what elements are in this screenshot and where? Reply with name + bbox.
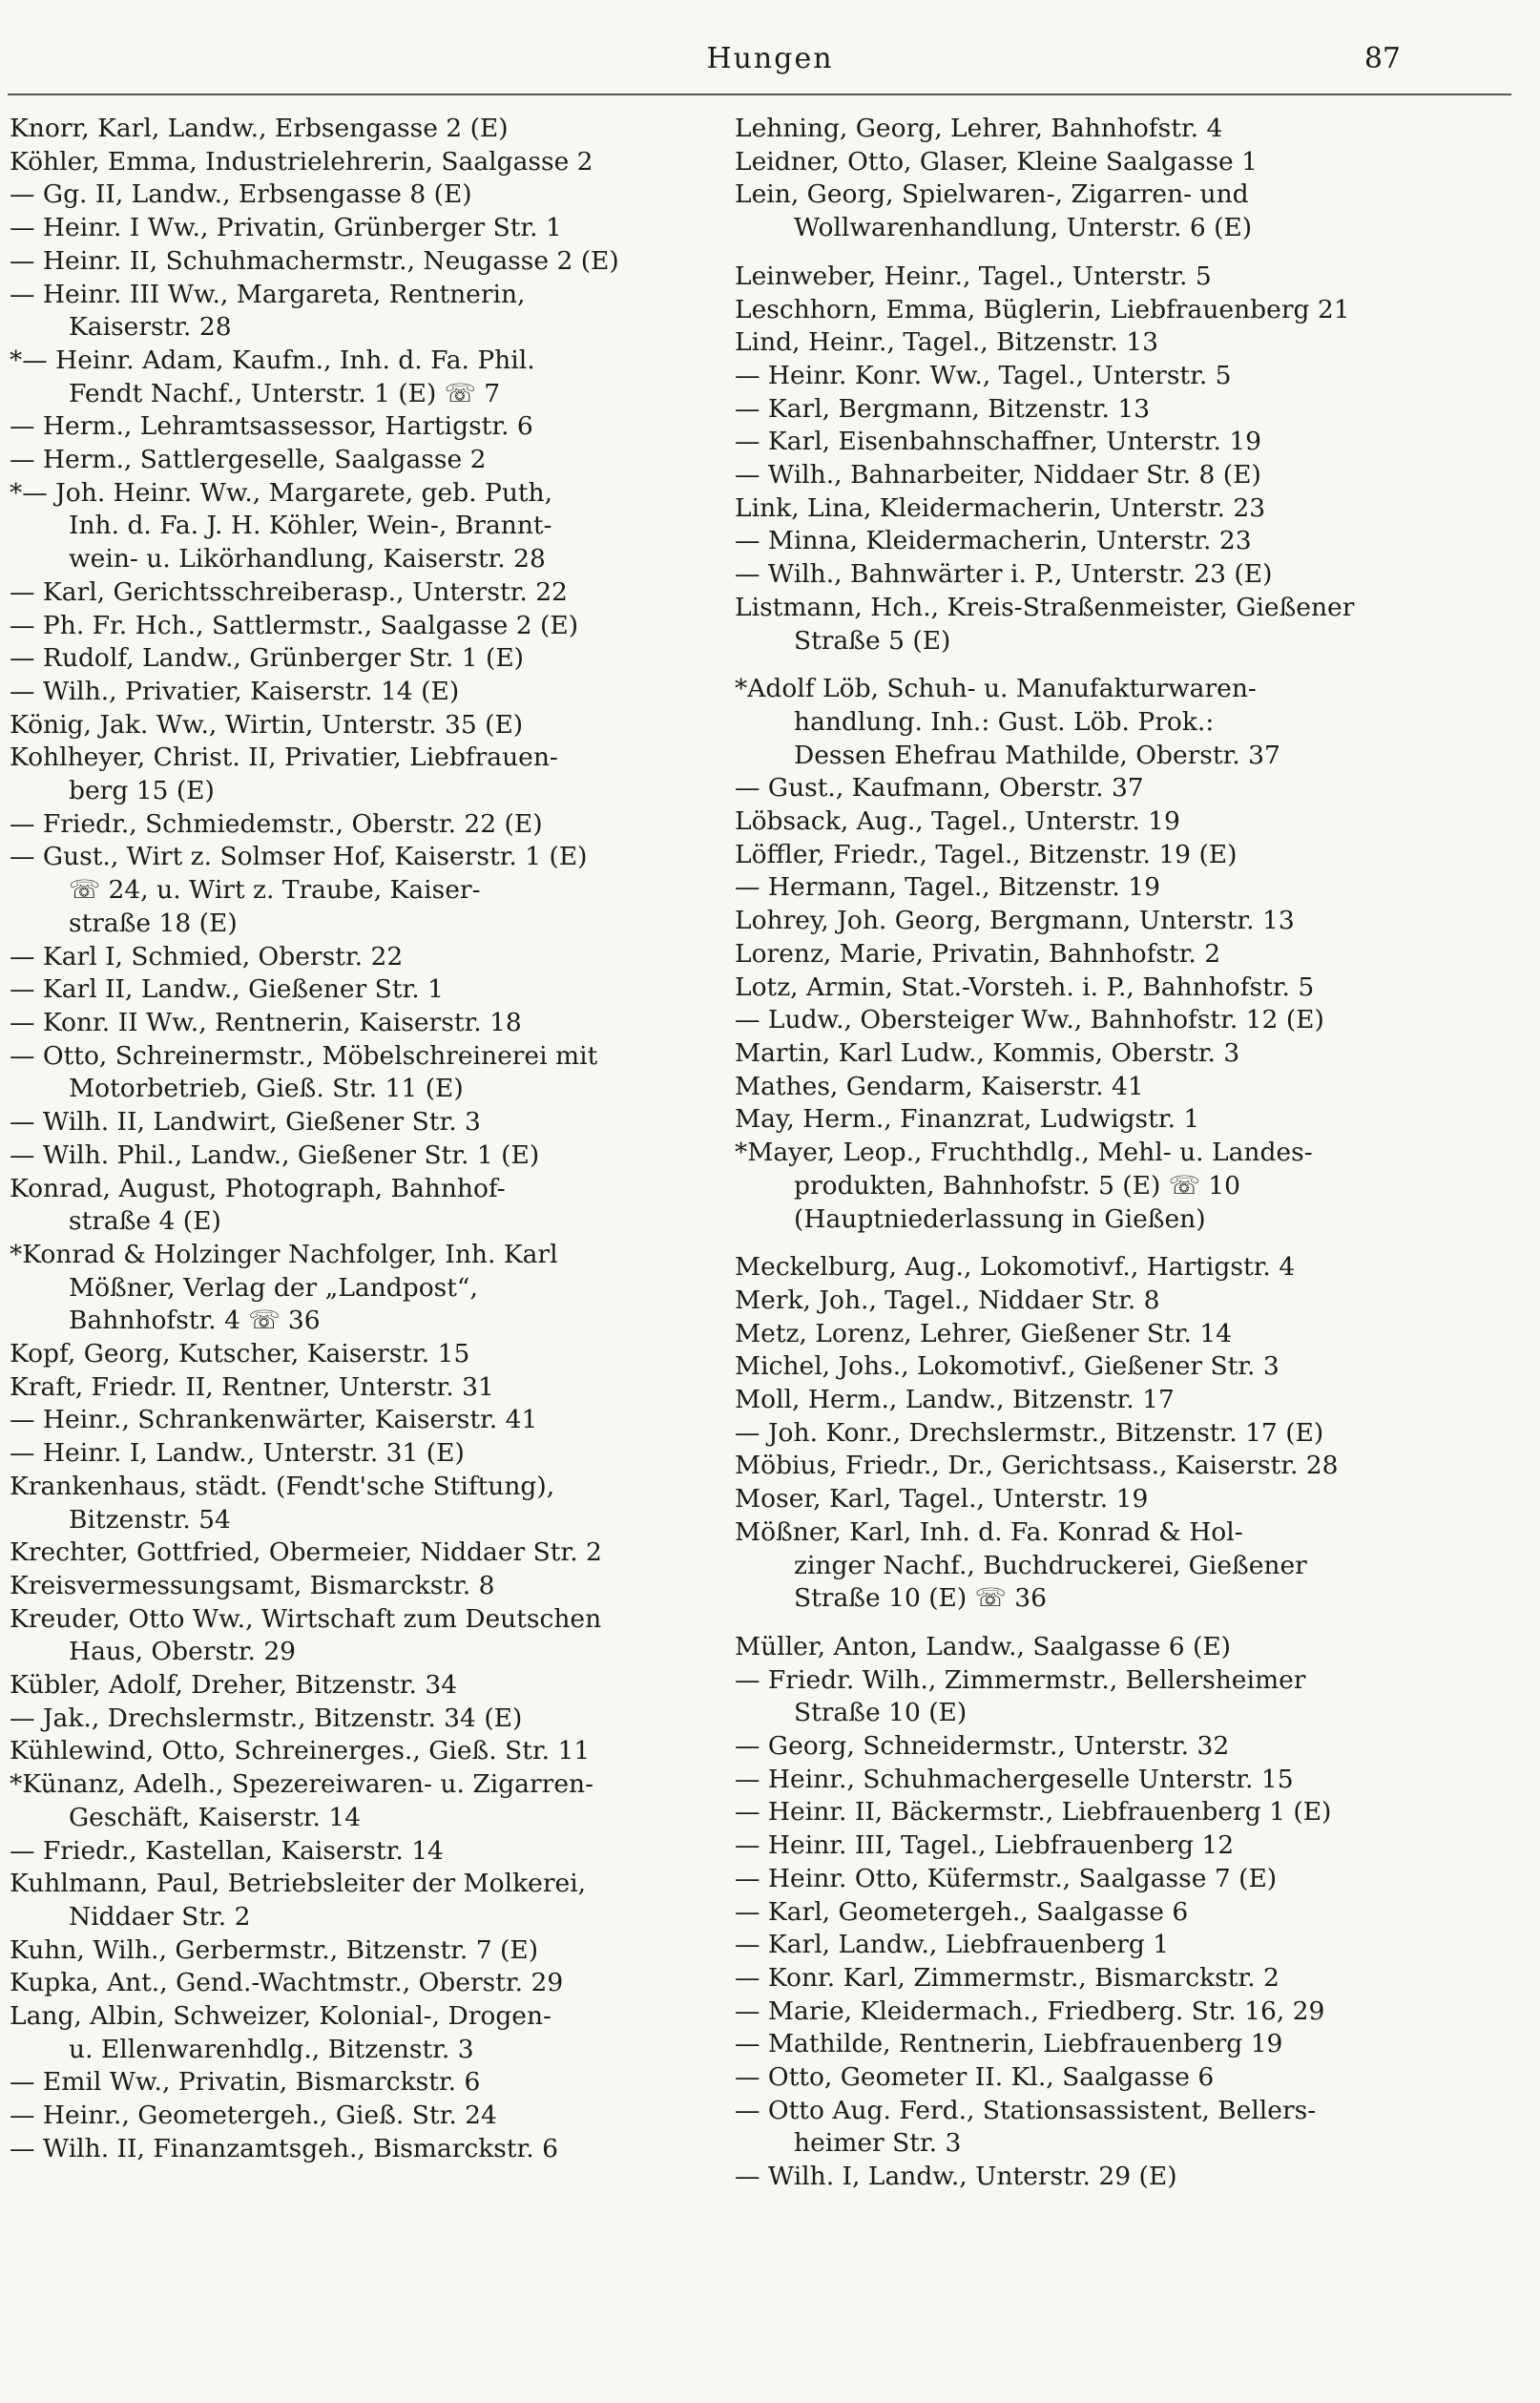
entry-line: *Konrad & Holzinger Nachfolger, Inh. Karl bbox=[10, 1239, 558, 1269]
entry-continuation: Wollwarenhandlung, Unterstr. 6 (E) bbox=[794, 213, 1253, 243]
entry-line: Krechter, Gottfried, Obermeier, Niddaer Str. 2 bbox=[10, 1537, 602, 1568]
directory-entry bbox=[10, 212, 693, 245]
directory-entry bbox=[735, 326, 1414, 360]
directory-entry bbox=[735, 1103, 1414, 1137]
entry-line: — Heinr. II, Bäckermstr., Liebfrauenberg 1 (E) bbox=[735, 1797, 1332, 1828]
directory-entry bbox=[10, 1338, 693, 1371]
header-rule bbox=[8, 94, 1511, 95]
entry-line: Krankenhaus, städt. (Fendt'sche Stiftung), bbox=[10, 1471, 555, 1501]
entry-line: Listmann, Hch., Kreis-Straßenmeister, Gießener bbox=[735, 592, 1355, 622]
entry-line: — Wilh. II, Landwirt, Gießener Str. 3 bbox=[10, 1107, 481, 1138]
entry-line: Kübler, Adolf, Dreher, Bitzenstr. 34 bbox=[10, 1670, 458, 1701]
entry-continuation: berg 15 (E) bbox=[69, 776, 215, 806]
directory-entry bbox=[735, 426, 1414, 459]
directory-entry bbox=[735, 2028, 1414, 2061]
entry-line: May, Herm., Finanzrat, Ludwigstr. 1 bbox=[735, 1104, 1200, 1135]
directory-entry bbox=[10, 973, 693, 1007]
entry-line: — Konr. Karl, Zimmermstr., Bismarckstr. 2 bbox=[735, 1962, 1280, 1993]
directory-entry bbox=[735, 1829, 1414, 1863]
entry-line: Mathes, Gendarm, Kaiserstr. 41 bbox=[735, 1071, 1144, 1101]
entry-line: — Marie, Kleidermach., Friedberg. Str. 16, 29 bbox=[735, 1996, 1325, 2026]
directory-entry bbox=[735, 1318, 1414, 1351]
entry-continuation: heimer Str. 3 bbox=[794, 2128, 962, 2159]
entry-line: — Heinr. Konr. Ww., Tagel., Unterstr. 5 bbox=[735, 360, 1232, 390]
directory-entry bbox=[10, 410, 693, 444]
directory-entry bbox=[735, 1071, 1414, 1104]
entry-line: — Karl, Geometergeh., Saalgasse 6 bbox=[735, 1896, 1189, 1927]
directory-entry bbox=[735, 905, 1414, 938]
entry-line: Lehning, Georg, Lehrer, Bahnhofstr. 4 bbox=[735, 114, 1223, 143]
directory-entry bbox=[735, 1285, 1414, 1318]
directory-entry bbox=[735, 146, 1414, 179]
directory-entry bbox=[10, 2100, 693, 2133]
entry-line: — Friedr., Schmiedemstr., Oberstr. 22 (E) bbox=[10, 808, 543, 839]
left-column bbox=[10, 113, 693, 2166]
directory-entry bbox=[10, 1536, 693, 1570]
directory-entry bbox=[10, 1437, 693, 1471]
directory-entry bbox=[10, 1768, 693, 1834]
entry-line: Kreuder, Otto Ww., Wirtschaft zum Deutschen bbox=[10, 1603, 602, 1634]
entry-line: Kuhn, Wilh., Gerbermstr., Bitzenstr. 7 (E) bbox=[10, 1934, 539, 1965]
entry-line: Leschhorn, Emma, Büglerin, Liebfrauenberg 21 bbox=[735, 294, 1350, 324]
directory-entry bbox=[735, 772, 1414, 805]
directory-entry bbox=[10, 1934, 693, 1968]
entry-line: Lang, Albin, Schweizer, Kolonial-, Drogen- bbox=[10, 2001, 552, 2032]
directory-entry bbox=[735, 558, 1414, 592]
directory-entry bbox=[735, 525, 1414, 558]
entry-line: — Gg. II, Landw., Erbsengasse 8 (E) bbox=[10, 179, 472, 210]
entry-continuation: Dessen Ehefrau Mathilde, Oberstr. 37 bbox=[794, 740, 1280, 770]
entry-line: — Heinr. III Ww., Margareta, Rentnerin, bbox=[10, 279, 526, 309]
directory-entry bbox=[735, 1450, 1414, 1483]
entry-line: — Wilh. Phil., Landw., Gießener Str. 1 (E) bbox=[10, 1139, 540, 1170]
entry-line: — Friedr. Wilh., Zimmermstr., Bellersheimer bbox=[735, 1664, 1306, 1695]
entry-line: — Karl I, Schmied, Oberstr. 22 bbox=[10, 941, 404, 972]
directory-entry bbox=[735, 1764, 1414, 1797]
directory-entry bbox=[10, 345, 693, 410]
directory-entry bbox=[10, 444, 693, 477]
directory-entry bbox=[735, 492, 1414, 526]
entry-line: — Heinr. I Ww., Privatin, Grünberger Str. 1 bbox=[10, 213, 562, 243]
directory-entry bbox=[735, 871, 1414, 905]
page-header bbox=[0, 42, 1540, 80]
directory-entry bbox=[735, 673, 1414, 772]
entry-line: — Karl, Bergmann, Bitzenstr. 13 bbox=[735, 393, 1151, 424]
entry-line: König, Jak. Ww., Wirtin, Unterstr. 35 (E) bbox=[10, 709, 524, 740]
directory-entry bbox=[10, 1007, 693, 1040]
directory-entry bbox=[735, 1137, 1414, 1236]
directory-entry bbox=[10, 1868, 693, 1933]
directory-entry bbox=[735, 1631, 1414, 1664]
directory-entry bbox=[10, 742, 693, 807]
directory-entry bbox=[10, 1404, 693, 1437]
entry-continuation: Bitzenstr. 54 bbox=[69, 1504, 231, 1535]
entry-line: — Wilh., Bahnwärter i. P., Unterstr. 23 (E) bbox=[735, 559, 1273, 590]
entry-line: — Otto, Geometer II. Kl., Saalgasse 6 bbox=[735, 2062, 1215, 2093]
entry-line: — Emil Ww., Privatin, Bismarckstr. 6 bbox=[10, 2067, 481, 2098]
entry-line: — Hermann, Tagel., Bitzenstr. 19 bbox=[735, 872, 1160, 903]
directory-entry bbox=[10, 1106, 693, 1139]
entry-line: — Heinr., Schrankenwärter, Kaiserstr. 41 bbox=[10, 1405, 538, 1435]
directory-entry bbox=[735, 1996, 1414, 2029]
entry-continuation: produkten, Bahnhofstr. 5 (E) ☏ 10 bbox=[794, 1170, 1241, 1201]
entry-line: Lind, Heinr., Tagel., Bitzenstr. 13 bbox=[735, 327, 1159, 358]
entry-continuation: Fendt Nachf., Unterstr. 1 (E) ☏ 7 bbox=[69, 378, 501, 408]
directory-entry bbox=[735, 294, 1414, 327]
entry-line: Michel, Johs., Lokomotivf., Gießener Str. 3 bbox=[735, 1351, 1280, 1382]
directory-entry bbox=[10, 709, 693, 742]
directory-entry bbox=[735, 393, 1414, 427]
directory-entry bbox=[735, 1896, 1414, 1930]
entry-line: — Joh. Konr., Drechslermstr., Bitzenstr. 17 (E) bbox=[735, 1417, 1324, 1448]
directory-entry bbox=[735, 1796, 1414, 1829]
entry-line: — Otto, Schreinermstr., Möbelschreinerei mit bbox=[10, 1040, 598, 1071]
entry-line: *— Joh. Heinr. Ww., Margarete, geb. Puth, bbox=[10, 477, 553, 508]
entry-continuation: u. Ellenwarenhdlg., Bitzenstr. 3 bbox=[69, 2034, 474, 2064]
entry-continuation: Geschäft, Kaiserstr. 14 bbox=[69, 1802, 362, 1832]
directory-entry bbox=[10, 279, 693, 345]
entry-continuation: Kaiserstr. 28 bbox=[69, 312, 232, 343]
entry-line: *— Heinr. Adam, Kaufm., Inh. d. Fa. Phil. bbox=[10, 345, 535, 375]
entry-line: — Heinr. III, Tagel., Liebfrauenberg 12 bbox=[735, 1830, 1235, 1861]
entry-line: — Karl, Eisenbahnschaffner, Unterstr. 19 bbox=[735, 427, 1262, 457]
entry-continuation: (Hauptniederlassung in Gießen) bbox=[794, 1203, 1206, 1234]
entry-line: — Heinr., Geometergeh., Gieß. Str. 24 bbox=[10, 2100, 497, 2131]
directory-entry bbox=[735, 1863, 1414, 1896]
entry-line: Kopf, Georg, Kutscher, Kaiserstr. 15 bbox=[10, 1339, 470, 1369]
directory-entry bbox=[10, 1735, 693, 1768]
entry-continuation: wein- u. Likörhandlung, Kaiserstr. 28 bbox=[69, 544, 546, 575]
directory-entry bbox=[10, 477, 693, 576]
directory-entry bbox=[10, 1570, 693, 1603]
directory-entry bbox=[735, 1929, 1414, 1962]
directory-entry bbox=[735, 972, 1414, 1005]
entry-line: — Heinr. Otto, Küfermstr., Saalgasse 7 (E) bbox=[735, 1863, 1278, 1893]
entry-continuation: Haus, Oberstr. 29 bbox=[69, 1637, 297, 1667]
directory-entry bbox=[10, 1040, 693, 1106]
entry-line: — Heinr. I, Landw., Unterstr. 31 (E) bbox=[10, 1438, 465, 1469]
entry-line: Kraft, Friedr. II, Rentner, Unterstr. 31 bbox=[10, 1371, 494, 1402]
entry-continuation: Motorbetrieb, Gieß. Str. 11 (E) bbox=[69, 1074, 464, 1104]
running-head-town: Hungen bbox=[706, 42, 834, 75]
entry-line: — Herm., Lehramtsassessor, Hartigstr. 6 bbox=[10, 411, 533, 442]
directory-entry bbox=[10, 113, 693, 146]
directory-entry bbox=[735, 360, 1414, 393]
entry-line: Löbsack, Aug., Tagel., Unterstr. 19 bbox=[735, 806, 1180, 837]
entry-line: Konrad, August, Photograph, Bahnhof- bbox=[10, 1173, 506, 1203]
entry-line: Knorr, Karl, Landw., Erbsengasse 2 (E) bbox=[10, 114, 509, 143]
directory-entry bbox=[735, 1037, 1414, 1071]
directory-entry bbox=[735, 2161, 1414, 2194]
entry-continuation: zinger Nachf., Buchdruckerei, Gießener bbox=[794, 1550, 1307, 1580]
entry-line: *Künanz, Adelh., Spezereiwaren- u. Zigarren- bbox=[10, 1769, 594, 1800]
page-number: 87 bbox=[1363, 42, 1401, 75]
entry-line: — Gust., Kaufmann, Oberstr. 37 bbox=[735, 773, 1144, 804]
entry-line: Moll, Herm., Landw., Bitzenstr. 17 bbox=[735, 1385, 1175, 1415]
directory-entry bbox=[735, 1384, 1414, 1417]
directory-entry bbox=[10, 642, 693, 676]
entry-line: — Minna, Kleidermacherin, Unterstr. 23 bbox=[735, 526, 1252, 556]
entry-continuation: ☏ 24, u. Wirt z. Traube, Kaiser- bbox=[69, 875, 481, 906]
directory-entry bbox=[735, 1962, 1414, 1996]
entry-line: Müller, Anton, Landw., Saalgasse 6 (E) bbox=[735, 1631, 1231, 1661]
entry-line: — Mathilde, Rentnerin, Liebfrauenberg 19 bbox=[735, 2029, 1283, 2059]
directory-entry bbox=[735, 178, 1414, 244]
entry-line: — Konr. II Ww., Rentnerin, Kaiserstr. 18 bbox=[10, 1007, 522, 1037]
directory-entry bbox=[735, 1251, 1414, 1285]
directory-entry bbox=[735, 1350, 1414, 1384]
directory-entry bbox=[10, 1471, 693, 1536]
entry-line: Moser, Karl, Tagel., Unterstr. 19 bbox=[735, 1484, 1149, 1515]
entry-continuation: Mößner, Verlag der „Landpost“, bbox=[69, 1272, 478, 1303]
directory-entry bbox=[10, 245, 693, 279]
directory-entry bbox=[10, 2133, 693, 2166]
entry-line: Martin, Karl Ludw., Kommis, Oberstr. 3 bbox=[735, 1037, 1240, 1068]
entry-line: — Wilh., Bahnarbeiter, Niddaer Str. 8 (E) bbox=[735, 460, 1261, 491]
entry-line: Meckelburg, Aug., Lokomotivf., Hartigstr. 4 bbox=[735, 1252, 1296, 1283]
entry-continuation: Bahnhofstr. 4 ☏ 36 bbox=[69, 1306, 321, 1336]
directory-entry bbox=[735, 459, 1414, 492]
directory-entry bbox=[10, 1669, 693, 1703]
directory-entry bbox=[10, 1603, 693, 1669]
directory-entry bbox=[735, 938, 1414, 972]
directory-entry bbox=[10, 1139, 693, 1173]
entry-line: — Georg, Schneidermstr., Unterstr. 32 bbox=[735, 1731, 1230, 1762]
directory-entry bbox=[735, 1004, 1414, 1037]
entry-line: Mößner, Karl, Inh. d. Fa. Konrad & Hol- bbox=[735, 1516, 1243, 1547]
entry-line: Möbius, Friedr., Dr., Gerichtsass., Kaiserstr. 28 bbox=[735, 1451, 1339, 1481]
entry-line: Metz, Lorenz, Lehrer, Gießener Str. 14 bbox=[735, 1318, 1233, 1348]
entry-line: — Gust., Wirt z. Solmser Hof, Kaiserstr. 1 (E) bbox=[10, 842, 588, 872]
entry-line: Lohrey, Joh. Georg, Bergmann, Unterstr. 13 bbox=[735, 906, 1295, 936]
entry-line: Kohlheyer, Christ. II, Privatier, Liebfrauen- bbox=[10, 742, 558, 773]
directory-entry bbox=[10, 1173, 693, 1239]
entry-line: Leinweber, Heinr., Tagel., Unterstr. 5 bbox=[735, 261, 1212, 291]
directory-entry bbox=[735, 592, 1414, 658]
entry-line: Kupka, Ant., Gend.-Wachtmstr., Oberstr. 29 bbox=[10, 1968, 564, 1998]
directory-entry bbox=[735, 261, 1414, 294]
entry-line: Link, Lina, Kleidermacherin, Unterstr. 23 bbox=[735, 492, 1266, 523]
entry-line: Kreisvermessungsamt, Bismarckstr. 8 bbox=[10, 1570, 495, 1600]
entry-line: Lorenz, Marie, Privatin, Bahnhofstr. 2 bbox=[735, 938, 1221, 969]
entry-line: Kühlewind, Otto, Schreinerges., Gieß. Str. 11 bbox=[10, 1736, 591, 1766]
entry-line: — Karl, Gerichtsschreiberasp., Unterstr. 22 bbox=[10, 576, 568, 607]
directory-entry bbox=[10, 2000, 693, 2066]
entry-line: Merk, Joh., Tagel., Niddaer Str. 8 bbox=[735, 1285, 1160, 1315]
entry-line: Löffler, Friedr., Tagel., Bitzenstr. 19 (E) bbox=[735, 839, 1238, 869]
entry-line: — Ludw., Obersteiger Ww., Bahnhofstr. 12 (E) bbox=[735, 1005, 1324, 1035]
directory-entry bbox=[10, 841, 693, 940]
entry-line: — Rudolf, Landw., Grünberger Str. 1 (E) bbox=[10, 643, 525, 674]
entry-line: — Jak., Drechslermstr., Bitzenstr. 34 (E) bbox=[10, 1703, 523, 1733]
entry-line: — Wilh. II, Finanzamtsgeh., Bismarckstr. 6 bbox=[10, 2133, 559, 2163]
directory-entry bbox=[735, 2061, 1414, 2095]
directory-entry bbox=[10, 1967, 693, 2000]
entry-line: — Wilh. I, Landw., Unterstr. 29 (E) bbox=[735, 2162, 1177, 2192]
entry-line: *Mayer, Leop., Fruchthdlg., Mehl- u. Landes- bbox=[735, 1138, 1313, 1168]
directory-entry bbox=[735, 839, 1414, 872]
entry-line: Kuhlmann, Paul, Betriebsleiter der Molkerei, bbox=[10, 1869, 587, 1899]
directory-entry bbox=[10, 2066, 693, 2100]
entry-line: Köhler, Emma, Industrielehrerin, Saalgasse 2 bbox=[10, 146, 593, 177]
entry-line: Lein, Georg, Spielwaren-, Zigarren- und bbox=[735, 179, 1249, 210]
entry-continuation: Straße 5 (E) bbox=[794, 625, 951, 656]
right-column bbox=[735, 113, 1414, 2194]
directory-entry bbox=[735, 2095, 1414, 2161]
directory-entry bbox=[10, 576, 693, 610]
entry-continuation: Straße 10 (E) ☏ 36 bbox=[794, 1583, 1047, 1614]
entry-continuation: straße 4 (E) bbox=[69, 1206, 221, 1237]
entry-line: — Friedr., Kastellan, Kaiserstr. 14 bbox=[10, 1835, 444, 1866]
directory-entry bbox=[735, 805, 1414, 839]
directory-entry bbox=[10, 146, 693, 179]
entry-line: Leidner, Otto, Glaser, Kleine Saalgasse 1 bbox=[735, 146, 1258, 177]
directory-entry bbox=[735, 1516, 1414, 1616]
directory-entry bbox=[10, 178, 693, 212]
entry-continuation: Straße 10 (E) bbox=[794, 1698, 968, 1728]
entry-line: — Heinr., Schuhmachergeselle Unterstr. 15 bbox=[735, 1764, 1294, 1794]
entry-continuation: handlung. Inh.: Gust. Löb. Prok.: bbox=[794, 706, 1215, 737]
entry-line: — Wilh., Privatier, Kaiserstr. 14 (E) bbox=[10, 676, 460, 706]
entry-continuation: Niddaer Str. 2 bbox=[69, 1901, 251, 1932]
directory-entry bbox=[735, 1417, 1414, 1451]
directory-entry bbox=[735, 1664, 1414, 1730]
entry-line: — Karl, Landw., Liebfrauenberg 1 bbox=[735, 1930, 1170, 1960]
directory-entry bbox=[735, 1730, 1414, 1764]
directory-entry bbox=[10, 1239, 693, 1338]
directory-entry bbox=[10, 610, 693, 643]
entry-continuation: straße 18 (E) bbox=[69, 908, 238, 938]
directory-entry bbox=[10, 676, 693, 709]
directory-entry bbox=[10, 1371, 693, 1405]
entry-line: *Adolf Löb, Schuh- u. Manufakturwaren- bbox=[735, 674, 1257, 704]
directory-entry bbox=[10, 1703, 693, 1736]
directory-entry bbox=[10, 1835, 693, 1869]
entry-line: — Otto Aug. Ferd., Stationsassistent, Bellers- bbox=[735, 2095, 1317, 2125]
entry-line: Lotz, Armin, Stat.-Vorsteh. i. P., Bahnhofstr. 5 bbox=[735, 972, 1315, 1002]
directory-entry bbox=[735, 1483, 1414, 1516]
directory-entry bbox=[10, 808, 693, 842]
directory-entry bbox=[735, 113, 1414, 146]
entry-continuation: Inh. d. Fa. J. H. Köhler, Wein-, Brannt- bbox=[69, 511, 552, 541]
entry-line: — Herm., Sattlergeselle, Saalgasse 2 bbox=[10, 445, 487, 475]
entry-line: — Heinr. II, Schuhmachermstr., Neugasse 2 (E) bbox=[10, 245, 619, 276]
entry-line: — Karl II, Landw., Gießener Str. 1 bbox=[10, 974, 444, 1005]
entry-line: — Ph. Fr. Hch., Sattlermstr., Saalgasse 2 (E) bbox=[10, 610, 579, 640]
directory-entry bbox=[10, 941, 693, 974]
